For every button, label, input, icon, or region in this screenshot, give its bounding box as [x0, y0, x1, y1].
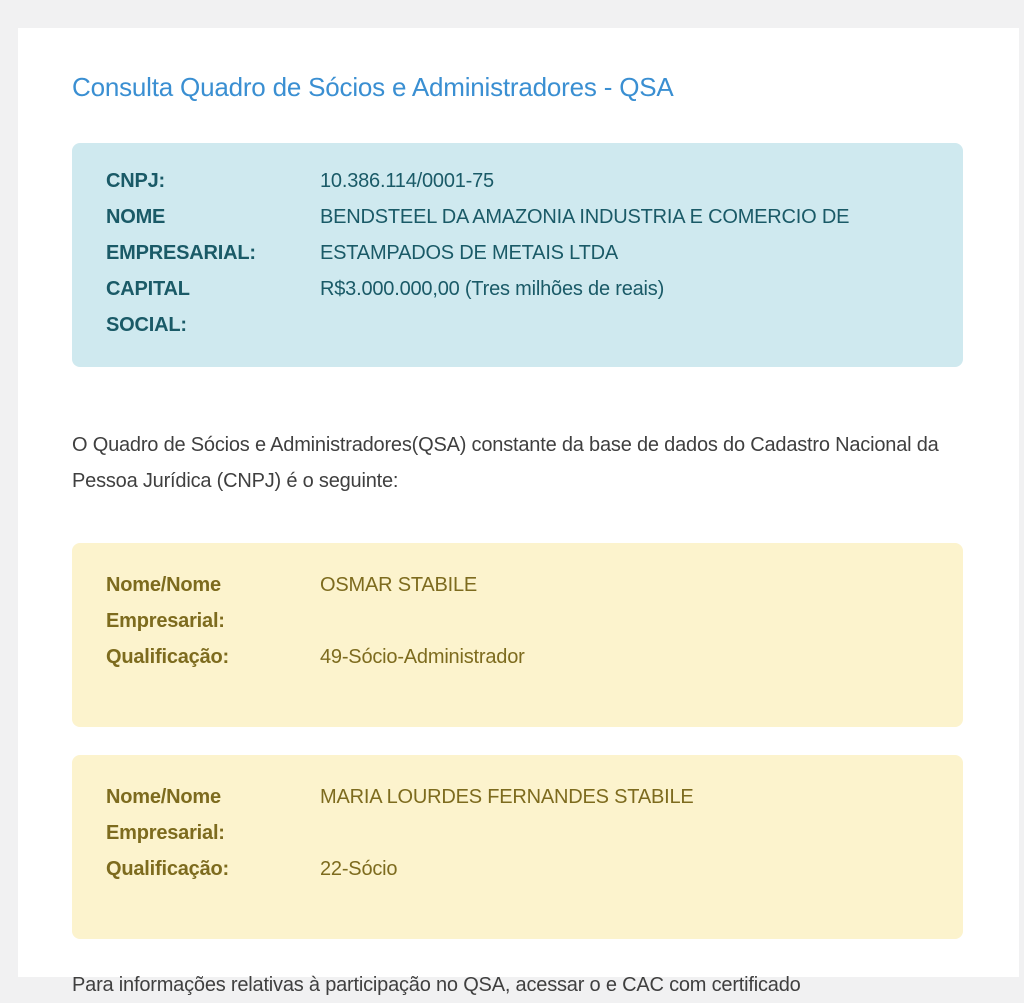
partner-qualification-row	[106, 639, 929, 675]
cnpj-value: 10.386.114/0001-75	[320, 170, 494, 192]
intro-paragraph: O Quadro de Sócios e Administradores(QSA) constante da base de dados do Cadastro Nacional da Pessoa Jurídica (CNPJ) é o seguinte:	[72, 434, 939, 492]
partner-qualification-label: Qualificação:	[106, 858, 229, 880]
partner-name-value: OSMAR STABILE	[320, 574, 478, 596]
cnpj-row	[106, 163, 929, 199]
nome-empresarial-value: BENDSTEEL DA AMAZONIA INDUSTRIA E COMERCIO DE ESTAMPADOS DE METAIS LTDA	[320, 206, 850, 264]
main-card	[18, 28, 1019, 996]
partner-name-label: Nome/Nome Empresarial:	[106, 574, 225, 632]
company-info-box	[72, 143, 963, 367]
nome-empresarial-row	[106, 199, 929, 271]
nome-empresarial-label: NOME EMPRESARIAL:	[106, 206, 256, 264]
cnpj-label: CNPJ:	[106, 170, 166, 192]
partner-name-value: MARIA LOURDES FERNANDES STABILE	[320, 786, 694, 808]
partner-qualification-value: 22-Sócio	[320, 858, 398, 880]
partner-name-label: Nome/Nome Empresarial:	[106, 786, 225, 844]
footer-note: Para informações relativas à participação no QSA, acessar o e CAC com certificado	[72, 974, 801, 996]
capital-social-row	[106, 271, 929, 343]
partner-qualification-label: Qualificação:	[106, 646, 229, 668]
capital-social-label: CAPITAL SOCIAL:	[106, 278, 190, 336]
partner-name-row	[106, 567, 929, 639]
partner-qualification-row	[106, 851, 929, 887]
partner-card	[72, 755, 963, 939]
partner-card	[72, 543, 963, 727]
card-content	[18, 28, 1019, 1003]
page-title: Consulta Quadro de Sócios e Administradores - QSA	[72, 72, 674, 102]
partner-qualification-value: 49-Sócio-Administrador	[320, 646, 525, 668]
capital-social-value: R$3.000.000,00 (Tres milhões de reais)	[320, 278, 665, 300]
partner-name-row	[106, 779, 929, 851]
